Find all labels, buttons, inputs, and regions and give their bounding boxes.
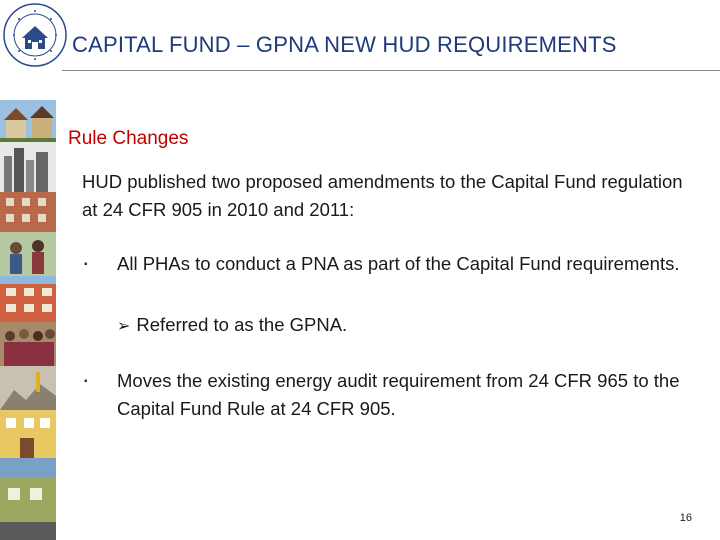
bullet-marker: ▪ bbox=[84, 259, 88, 270]
photo-collage bbox=[0, 100, 56, 540]
photo-residents bbox=[0, 232, 56, 276]
photo-townhouse bbox=[0, 410, 56, 458]
hud-seal-logo bbox=[2, 2, 68, 68]
bullet-marker: ▪ bbox=[84, 376, 88, 387]
photo-houses bbox=[0, 100, 56, 142]
bullet-text: Moves the existing energy audit requirement from 24 CFR 965 to the Capital Fund Rule at 24 CFR 905. bbox=[117, 370, 680, 419]
photo-demolition bbox=[0, 366, 56, 410]
sub-bullet bbox=[117, 314, 347, 336]
section-heading: Rule Changes bbox=[68, 128, 189, 149]
photo-apartments bbox=[0, 276, 56, 322]
arrow-icon: ➢ bbox=[117, 318, 131, 335]
photo-street bbox=[0, 458, 56, 540]
photo-group bbox=[0, 322, 56, 366]
sub-bullet-text: Referred to as the GPNA. bbox=[136, 314, 348, 335]
intro-paragraph: HUD published two proposed amendments to the Capital Fund regulation at 24 CFR 905 in 2010 and 2011: bbox=[82, 171, 683, 220]
photo-building-red bbox=[0, 192, 56, 232]
photo-skyline bbox=[0, 142, 56, 192]
slide-title: CAPITAL FUND – GPNA NEW HUD REQUIREMENTS bbox=[72, 32, 617, 57]
title-divider bbox=[62, 70, 720, 71]
bullet-text: All PHAs to conduct a PNA as part of the Capital Fund requirements. bbox=[117, 253, 680, 274]
page-number: 16 bbox=[679, 512, 692, 524]
